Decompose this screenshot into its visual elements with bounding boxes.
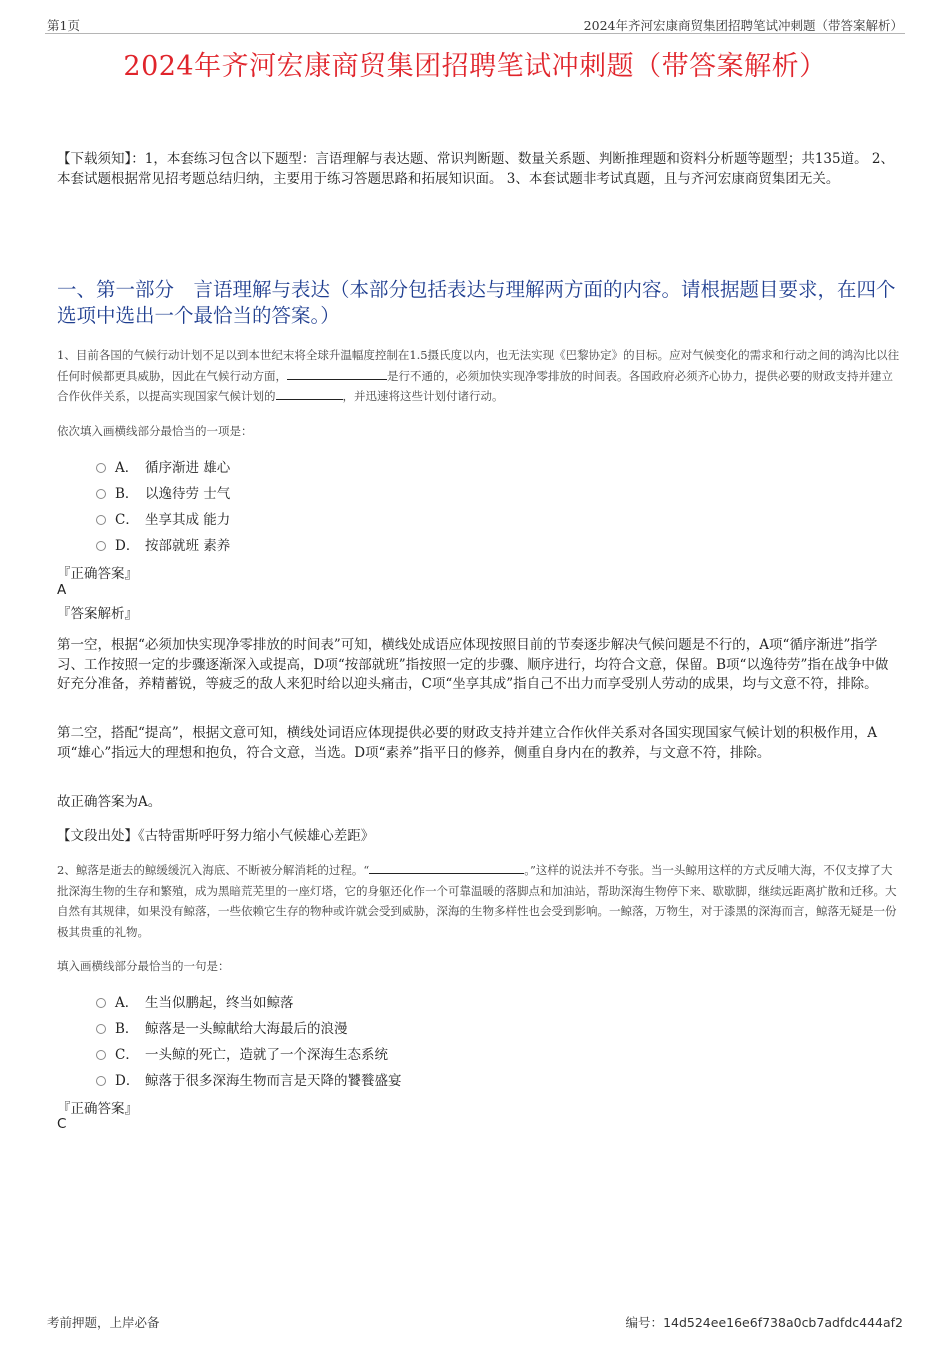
answer-label: 『正确答案』 [57,1101,138,1117]
footer-slogan: 考前押题，上岸必备 [47,1315,160,1330]
download-notice: 【下载须知】：1，本套练习包含以下题型：言语理解与表达题、常识判断题、数量关系题、判断推理题和资料分析题等题型；共135道。 2、本套试题根据常见招考题总结归纳，主要用于练习答题思路和拓展知识面。 3、本套试题非考试真题，且与齐河宏康商贸集团无关。 [57,151,894,187]
answer-label: 『正确答案』 [57,566,138,582]
radio-button[interactable] [96,515,106,525]
radio-button[interactable] [96,1024,106,1034]
text-source: 【文段出处】《古特雷斯呼吁努力缩小气候雄心差距》 [57,828,375,844]
analysis-paragraph-1: 第一空，根据“必须加快实现净零排放的时间表”可知，横线处成语应体现按照目前的节奏逐步解决气候问题是不行的，A项“循序渐进”指学习、工作按照一定的步骤逐渐深入或提高，D项“按部就班”指按照一定的步骤、顺序进行，均符合文意，保留。B项“以逸待劳”指在战争中做好充分准备，养精蓄锐，等疲乏的敌人来犯时给以迎头痛击，C项“坐享其成”指自己不出力而享受别人劳动的成果，均与文意不符，排除。 [57,637,889,692]
option-b[interactable]: B． 鲸落是一头鲸献给大海最后的浪漫 [96,1014,402,1040]
blank-line [276,386,343,400]
answer-value: A [57,582,67,598]
question-2-prompt: 填入画横线部分最恰当的一句是： [57,959,230,973]
page-header [45,14,905,34]
option-a[interactable]: A． 生当似鹏起，终当如鲸落 [96,988,402,1014]
radio-button[interactable] [96,998,106,1008]
radio-button[interactable] [96,1050,106,1060]
question-1-text: 1、目前各国的气候行动计划不足以到本世纪末将全球升温幅度控制在1.5摄氏度以内，也无法实现《巴黎协定》的目标。应对气候变化的需求和行动之间的鸿沟比以往任何时候都更具威胁，因此在气候行动方面， 是行不通的，必须加快实现净零排放的时间表。各国政府必须齐心协力，提供必要的财政支持并建立合作伙伴关系，以提高实现国家气候计划的 ，并迅速将这些计划付诸行动。 [57,348,900,403]
document-code: 编号：14d524ee16e6f738a0cb7adfdc444af2 [625,1315,903,1330]
header-doc-title: 2024年齐河宏康商贸集团招聘笔试冲刺题（带答案解析） [583,18,903,33]
analysis-paragraph-2: 第二空，搭配“提高”，根据文意可知，横线处词语应体现提供必要的财政支持并建立合作伙伴关系对各国实现国家气候计划的积极作用，A项“雄心”指远大的理想和抱负，符合文意，当选。D项“素养”指平日的修养，侧重自身内在的教养，与文意不符，排除。 [57,725,878,761]
radio-button[interactable] [96,463,106,473]
option-c[interactable]: C． 坐享其成 能力 [96,505,230,531]
option-a[interactable]: A． 循序渐进 雄心 [96,453,230,479]
question-2-options [96,988,402,1092]
blank-line [369,860,524,874]
section-heading: 一、第一部分 言语理解与表达（本部分包括表达与理解两方面的内容。请根据题目要求，在四个选项中选出一个最恰当的答案。） [57,278,896,327]
option-c[interactable]: C． 一头鲸的死亡，造就了一个深海生态系统 [96,1040,402,1066]
question-1-prompt: 依次填入画横线部分最恰当的一项是： [57,424,253,438]
question-2-text: 2、鲸落是逝去的鲸缓缓沉入海底、不断被分解消耗的过程。“ 。”这样的说法并不夸张。当一头鲸用这样的方式反哺大海，不仅支撑了大批深海生物的生存和繁殖，成为黑暗荒芜里的一座灯塔，它的身躯还化作一个可靠温暖的落脚点和加油站，帮助深海生物停下来、歇歇脚，继续远距离扩散和迁移。大自然有其规律，如果没有鲸落，一些依赖它生存的物种或许就会受到威胁，深海的生物多样性也会受到影响。一鲸落，万物生，对于漆黑的深海而言，鲸落无疑是一份极其贵重的礼物。 [57,860,900,942]
page-number: 第1页 [47,18,80,33]
question-1-options [96,453,230,557]
analysis-conclusion: 故正确答案为A。 [57,794,162,810]
blank-line [287,366,387,380]
answer-value: C [57,1116,67,1132]
option-b[interactable]: B． 以逸待劳 士气 [96,479,230,505]
option-d[interactable]: D． 按部就班 素养 [96,531,230,557]
radio-button[interactable] [96,1076,106,1086]
radio-button[interactable] [96,541,106,551]
document-title: 2024年齐河宏康商贸集团招聘笔试冲刺题（带答案解析） [123,51,827,82]
option-d[interactable]: D． 鲸落于很多深海生物而言是天降的饕餮盛宴 [96,1066,402,1092]
analysis-label: 『答案解析』 [57,606,138,622]
radio-button[interactable] [96,489,106,499]
